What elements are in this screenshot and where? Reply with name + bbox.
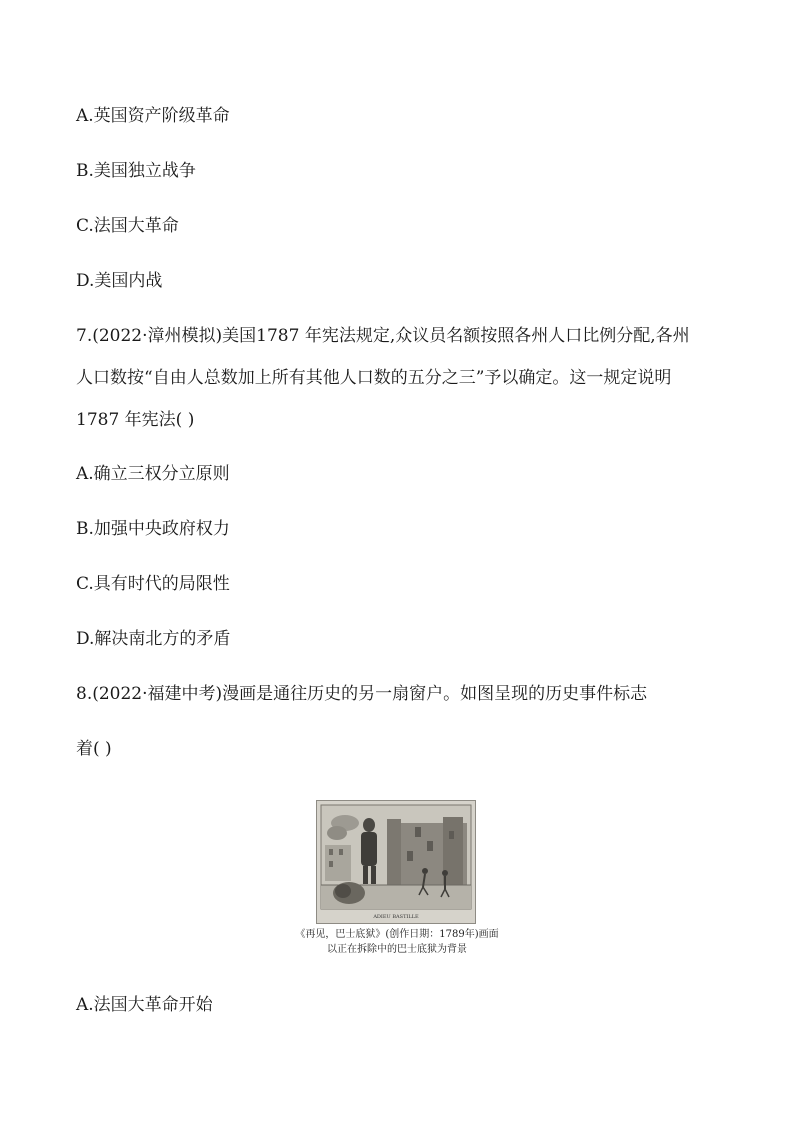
q7-option-c: C.具有时代的局限性 [76, 574, 230, 594]
q6-option-a: A.英国资产阶级革命 [76, 106, 230, 126]
q7-option-b: B.加强中央政府权力 [76, 519, 230, 539]
figure-caption-line-1: 《再见，巴士底狱》(创作日期：1789年)画面 [295, 929, 499, 940]
q8-stem-line-1: 8.(2022·福建中考)漫画是通往历史的另一扇窗户。如图呈现的历史事件标志 [76, 684, 648, 704]
q7-stem-line-3: 1787 年宪法( ) [76, 410, 195, 430]
q6-option-b: B.美国独立战争 [76, 161, 196, 181]
q7-option-a: A.确立三权分立原则 [76, 464, 230, 484]
q7-stem-line-1: 7.(2022·漳州模拟)美国1787 年宪法规定,众议员名额按照各州人口比例分配,各州 [76, 326, 690, 346]
q8-stem-line-2: 着( ) [76, 739, 112, 759]
figure-caption-line-2: 以正在拆除中的巴士底狱为背景 [327, 944, 467, 955]
q8-option-a: A.法国大革命开始 [76, 995, 213, 1015]
q6-option-d: D.美国内战 [76, 271, 163, 291]
q7-stem-line-2: 人口数按“自由人总数加上所有其他人口数的五分之三”予以确定。这一规定说明 [76, 368, 672, 388]
bastille-cartoon-image [316, 800, 476, 924]
figure-inscription: ADIEU BASTILLE [373, 914, 419, 920]
q6-option-c: C.法国大革命 [76, 216, 179, 236]
q7-option-d: D.解决南北方的矛盾 [76, 629, 231, 649]
